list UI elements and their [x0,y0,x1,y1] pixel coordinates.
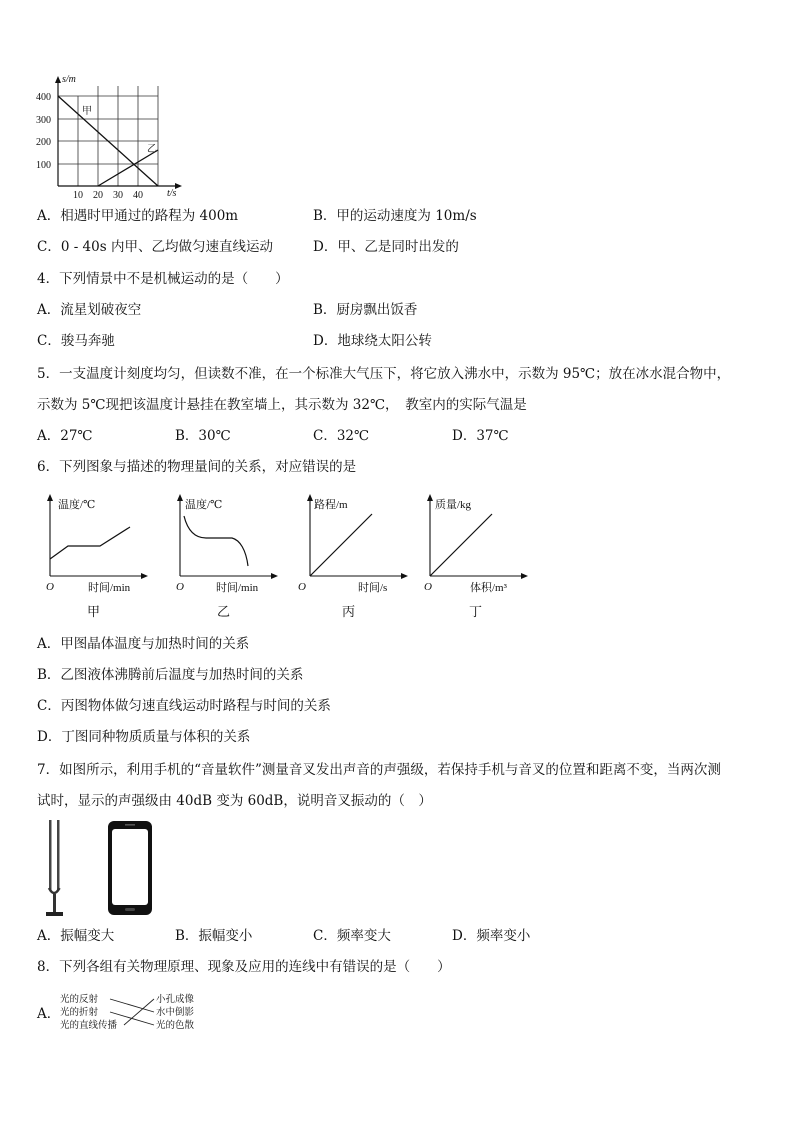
q5-stem-line2: 示数为 5℃现把该温度计悬挂在教室墙上，其示数为 32℃， 教室内的实际气温是 [37,397,527,413]
q7-option-a: A．振幅变大 [37,928,115,944]
q6-caption-yi: 乙 [217,605,231,620]
q8-left-item: 光的反射 [60,995,99,1005]
q5-option-b: B．30℃ [175,428,231,444]
q4-option-d: D．地球绕太阳公转 [313,333,432,349]
q3-option-c: C．0 - 40s 内甲、乙均做匀速直线运动 [37,239,273,255]
q6-curve-yi [184,516,248,566]
q6-origin: O [176,581,184,593]
q3-ytick: 300 [36,115,51,126]
q3-label-yi: 乙 [147,144,157,155]
q8-option-a-label: A． [37,1006,61,1022]
q4-option-b: B．厨房飘出饭香 [313,302,418,318]
q6-option-a: A．甲图晶体温度与加热时间的关系 [37,636,250,652]
q6-origin: O [424,581,432,593]
q6-xlabel: 时间/s [358,582,388,594]
q8-right-item: 光的色散 [156,1021,195,1031]
q6-curve-bing [310,514,372,576]
q3-xlabel: t/s [167,188,177,199]
q8-right-item: 小孔成像 [156,995,195,1005]
q3-option-a: A．相遇时甲通过的路程为 400m [37,208,239,224]
q6-graph-ding [420,490,530,600]
q8-left-item: 光的直线传播 [60,1021,118,1031]
q4-stem: 4．下列情景中不是机械运动的是（ ） [37,271,289,287]
q5-option-a: A．27℃ [37,428,93,444]
q7-stem-line2: 试时，显示的声强级由 40dB 变为 60dB，说明音叉振动的（ ） [37,793,432,809]
q6-ylabel: 路程/m [314,499,348,511]
q7-option-d: D．频率变小 [452,928,531,944]
q8-matching-diagram [58,990,218,1036]
q6-graph-bing [300,490,410,600]
q6-graph-yi [170,490,280,600]
q6-xlabel: 体积/m³ [470,582,507,594]
q6-origin: O [46,581,54,593]
q8-left-item: 光的折射 [60,1008,99,1018]
q6-curve-jia [50,527,130,559]
q6-graph-jia [40,490,150,600]
q6-option-d: D．丁图同种物质质量与体积的关系 [37,729,251,745]
q6-xlabel: 时间/min [216,582,259,594]
q6-ylabel: 温度/℃ [58,499,96,511]
q3-xtick: 30 [113,190,123,201]
tuning-fork-icon [42,818,68,918]
q3-xtick: 20 [93,190,103,201]
q6-option-c: C．丙图物体做匀速直线运动时路程与时间的关系 [37,698,331,714]
q6-origin: O [298,581,306,593]
q8-right-item: 水中倒影 [156,1008,195,1018]
q3-option-d: D．甲、乙是同时出发的 [313,239,459,255]
q6-stem: 6．下列图象与描述的物理量间的关系，对应错误的是 [37,459,357,475]
q3-ytick: 200 [36,137,51,148]
q6-curve-ding [430,514,492,576]
q6-caption-jia: 甲 [87,605,101,620]
q3-st-graph [34,72,184,202]
phone-icon [107,820,153,916]
q3-ytick: 100 [36,160,51,171]
q3-ytick: 400 [36,92,51,103]
q3-xtick: 40 [133,190,143,201]
q6-option-b: B．乙图液体沸腾前后温度与加热时间的关系 [37,667,304,683]
q8-stem: 8．下列各组有关物理原理、现象及应用的连线中有错误的是（ ） [37,959,451,975]
q6-caption-ding: 丁 [469,605,483,620]
q7-option-c: C．频率变大 [313,928,391,944]
q4-option-c: C．骏马奔驰 [37,333,115,349]
q6-caption-bing: 丙 [342,605,356,620]
q6-ylabel: 温度/℃ [185,499,223,511]
q4-option-a: A．流星划破夜空 [37,302,142,318]
q3-ylabel: s/m [62,74,76,85]
q5-option-d: D．37℃ [452,428,509,444]
q7-stem-line1: 7．如图所示，利用手机的“音量软件”测量音叉发出声音的声强级，若保持手机与音叉的位置和距离不变，当两次测 [37,762,721,778]
q3-label-jia: 甲 [82,106,92,117]
q5-stem-line1: 5．一支温度计刻度均匀，但读数不准，在一个标准大气压下，将它放入沸水中，示数为 95℃；放在冰水混合物中， [37,366,731,382]
q3-xtick: 10 [73,190,83,201]
q3-option-b: B．甲的运动速度为 10m/s [313,208,477,224]
q3-line-yi [98,150,158,186]
q6-ylabel: 质量/kg [435,499,472,511]
q7-option-b: B．振幅变小 [175,928,253,944]
q5-option-c: C．32℃ [313,428,370,444]
q6-xlabel: 时间/min [88,582,131,594]
